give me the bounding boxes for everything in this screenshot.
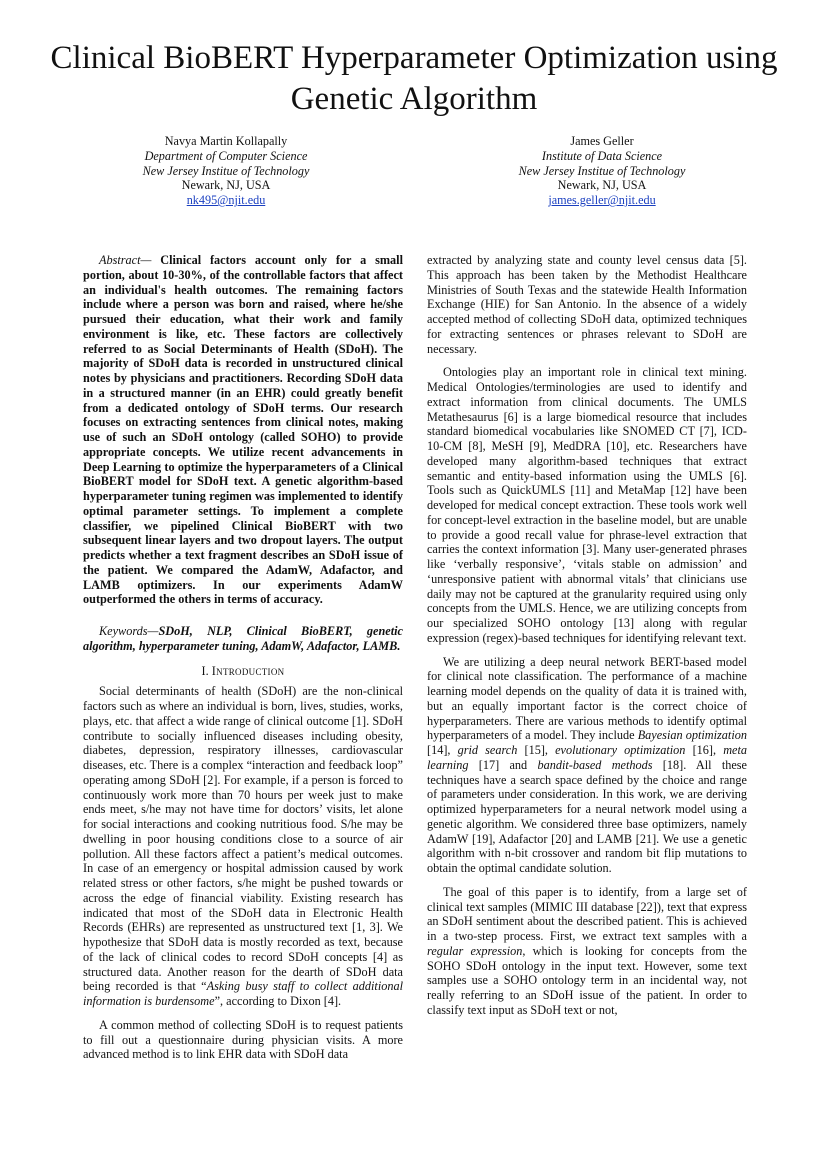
intro-paragraph-4 — [427, 655, 747, 876]
author-name: Navya Martin Kollapally — [164, 134, 288, 148]
author-name: James Geller — [570, 134, 634, 148]
abstract-text: Clinical factors account only for a small portion, about 10-30%, of the controllable factors that affect an individual's health outcomes. The remaining factors include where a person was born and raised, where he/she pursued their education, what their work and family environment is like, etc. These factors are collectively referred to as Social Determinants of Health (SDoH). The majority of SDoH data is recorded in unstructured clinical notes by physicians and practitioners. Recording SDoH data in a structured manner (in an EHR) could greatly benefit from a dedicated ontology of SDoH terms. Our research focuses on extracting sentences from clinical notes, making use of such an SDoH ontology (called SOHO) to provide appropriate concepts. We utilize recent advancements in Deep Learning to optimize the hyperparameters of a Clinical BioBERT model for SDoH text. A genetic algorithm-based hyperparameter tuning regimen was implemented to identify optimal parameter settings. To implement a complete classifier, we pipelined Clinical BioBERT with two subsequent linear layers and two dropout layers. The output predicts whether a text fragment describes an SDoH issue of the patient. We compared the AdamW, Adafactor, and LAMB optimizers. In our experiments AdamW outperformed the others in terms of accuracy. — [83, 253, 403, 607]
p4-text-e: [17] and — [468, 757, 538, 772]
author-email-link[interactable]: nk495@njit.edu — [186, 193, 266, 208]
p4-text-b: [14], — [427, 743, 458, 757]
author-institution: New Jersey Institue of Technology — [518, 163, 686, 178]
p4-italic-5: bandit-based methods — [537, 757, 653, 772]
p4-text-f: [18]. All these techniques have a search space defined by the choice and range of parameters under consideration. In this work, we are deriving optimized hyperparameters for a neural network model using a genetic algorithm. We considered three base optimizers, namely AdamW [19], Adafactor [20] and LAMB [21]. We use a genetic algorithm with n-bit crossover and random bit flip mutations to obtain the optimal candidate solution. — [427, 757, 747, 875]
intro-paragraph-1-end: ”, according to Dixon [4]. — [214, 994, 342, 1008]
keywords — [83, 624, 403, 654]
intro-paragraph-2-cont: extracted by analyzing state and county level census data [5]. This approach has been taken by the Methodist Healthcare Ministries of South Texas and the statewide Health Information Exchange (HIE) for San Antonio. In the absence of a widely accepted method of collecting SDoH data, optimized techniques for extracting sentences or phrases relevant to SDoH are necessary. — [427, 253, 747, 356]
p5-italic-1: regular expression — [427, 943, 523, 958]
p5-text-a: The goal of this paper is to identify, from a large set of clinical text samples (MIMIC III database [22]), text that express an SDoH sentiment about the described patient. This is achieved in a two-step process. First, we extract text samples with a — [427, 884, 747, 943]
author-location: Newark, NJ, USA — [181, 178, 271, 193]
keywords-text: SDoH, NLP, Clinical BioBERT, genetic algorithm, hyperparameter tuning, AdamW, Adafactor, LAMB. — [83, 624, 403, 653]
intro-paragraph-3: Ontologies play an important role in clinical text mining. Medical Ontologies/terminologies are used to identify and extract information from clinical documents. The UMLS Metathesaurus [6] is a large biomedical resource that includes standard biomedical vocabularies like SNOMED CT [7], ICD-10-CM [8], MeSH [9], MedDRA [10], etc. Researchers have developed many algorithm-based techniques that extract semantic and entity-based information using the UMLS [6]. Tools such as QuickUMLS [11] and MetaMap [12] have been developed for medical concept extraction. These tools work well for concept-level extraction in the baseline model, but are unable to provide a good recall value for phrase-level extraction that carries the context information [3]. Many user-generated phrases like ‘verbally responsive’, ‘vitals stable on admission’ and ‘unresponsive patient with abnormal vitals’ that clinicians use daily may not be captured at the granularity required using only concepts from the UMLS. Hence, we are utilizing concepts from our specialized SOHO ontology [13] along with regular expression (regex)-based techniques for identifying relevant text. — [427, 365, 747, 645]
section-title: Introduction — [211, 663, 285, 678]
left-column — [83, 253, 403, 1062]
keywords-label: Keywords— — [99, 624, 159, 638]
intro-paragraph-1 — [83, 684, 403, 1009]
p4-italic-3: evolutionary optimization — [555, 743, 686, 757]
p4-text-d: [16], — [685, 743, 724, 757]
right-column — [427, 253, 747, 1018]
section-heading — [83, 664, 403, 679]
author-department: Institute of Data Science — [541, 148, 663, 163]
p4-italic-1: Bayesian optimization — [637, 728, 747, 743]
author-location: Newark, NJ, USA — [557, 178, 647, 193]
author-email-link[interactable]: james.geller@njit.edu — [548, 193, 656, 208]
author-block-1 — [76, 134, 376, 208]
p4-text-a: We are utilizing a deep neural network BERT-based model for clinical note classification. The performance of a machine learning model depends on the quality of data it is trained with, but an equally important factor is the correct choice of hyperparameters. There are various methods to identify optimal hyperparameters of a model. They include — [427, 654, 747, 743]
intro-paragraph-2: A common method of collecting SDoH is to request patients to fill out a questionnaire during physician visits. A more advanced method is to link EHR data with SDoH data — [83, 1017, 403, 1062]
author-institution: New Jersey Institue of Technology — [142, 163, 310, 178]
author-department: Department of Computer Science — [144, 148, 308, 163]
intro-paragraph-5 — [427, 885, 747, 1018]
paper-title: Clinical BioBERT Hyperparameter Optimization using Genetic Algorithm — [50, 40, 778, 117]
p4-italic-2: grid search — [457, 743, 518, 757]
p4-italic-4: meta learning — [427, 743, 747, 772]
section-number: I. — [201, 663, 209, 678]
abstract — [83, 253, 403, 607]
author-block-2 — [452, 134, 752, 208]
p4-text-c: [15], — [517, 743, 556, 757]
intro-quote: Asking busy staff to collect additional information is burdensome — [83, 979, 403, 1008]
abstract-label: Abstract— — [99, 253, 152, 267]
intro-paragraph-1-text: Social determinants of health (SDoH) are the non-clinical factors such as where an individual is born, lives, studies, works, plays, etc. that affect a wide range of clinical outcome [1]. SDoH contribute to socially influenced diseases including obesity, diabetes, depression, respiratory illnesses, cardiovascular diseases, etc. There is a complex “interaction and feedback loop” operating among SDoH [2]. For example, if a person is forced to continuously work more than 70 hours per week just to make ends meet, s/he may not have time for doctors’ visits, let alone for social interactions and cooking nutritious food. S/he may be dwelling in poor housing conditions close to a source of air pollution. All these factors affect a patient’s medical outcomes. In case of an emergency or hospital admission caused by work related stress or other factors, s/he might be pushed towards or across the edge of financial viability. Existing research has indicated that most of the SDoH data in Electronic Health Records (EHRs) are represented as unstructured text [1, 3]. We hypothesize that SDoH data is mostly recorded as text, because of the lack of clinical codes to record SDoH concepts [4] as structured data. Another reason for the dearth of SDoH data being recorded is that “ — [83, 684, 403, 994]
p5-text-b: , which is looking for concepts from the SOHO SDoH ontology in the input text. However, some text samples use a SOHO ontology term in an incidental way, not really referring to an SDoH issue of the patient. In order to classify text input as SDoH text or not, — [427, 943, 747, 1017]
